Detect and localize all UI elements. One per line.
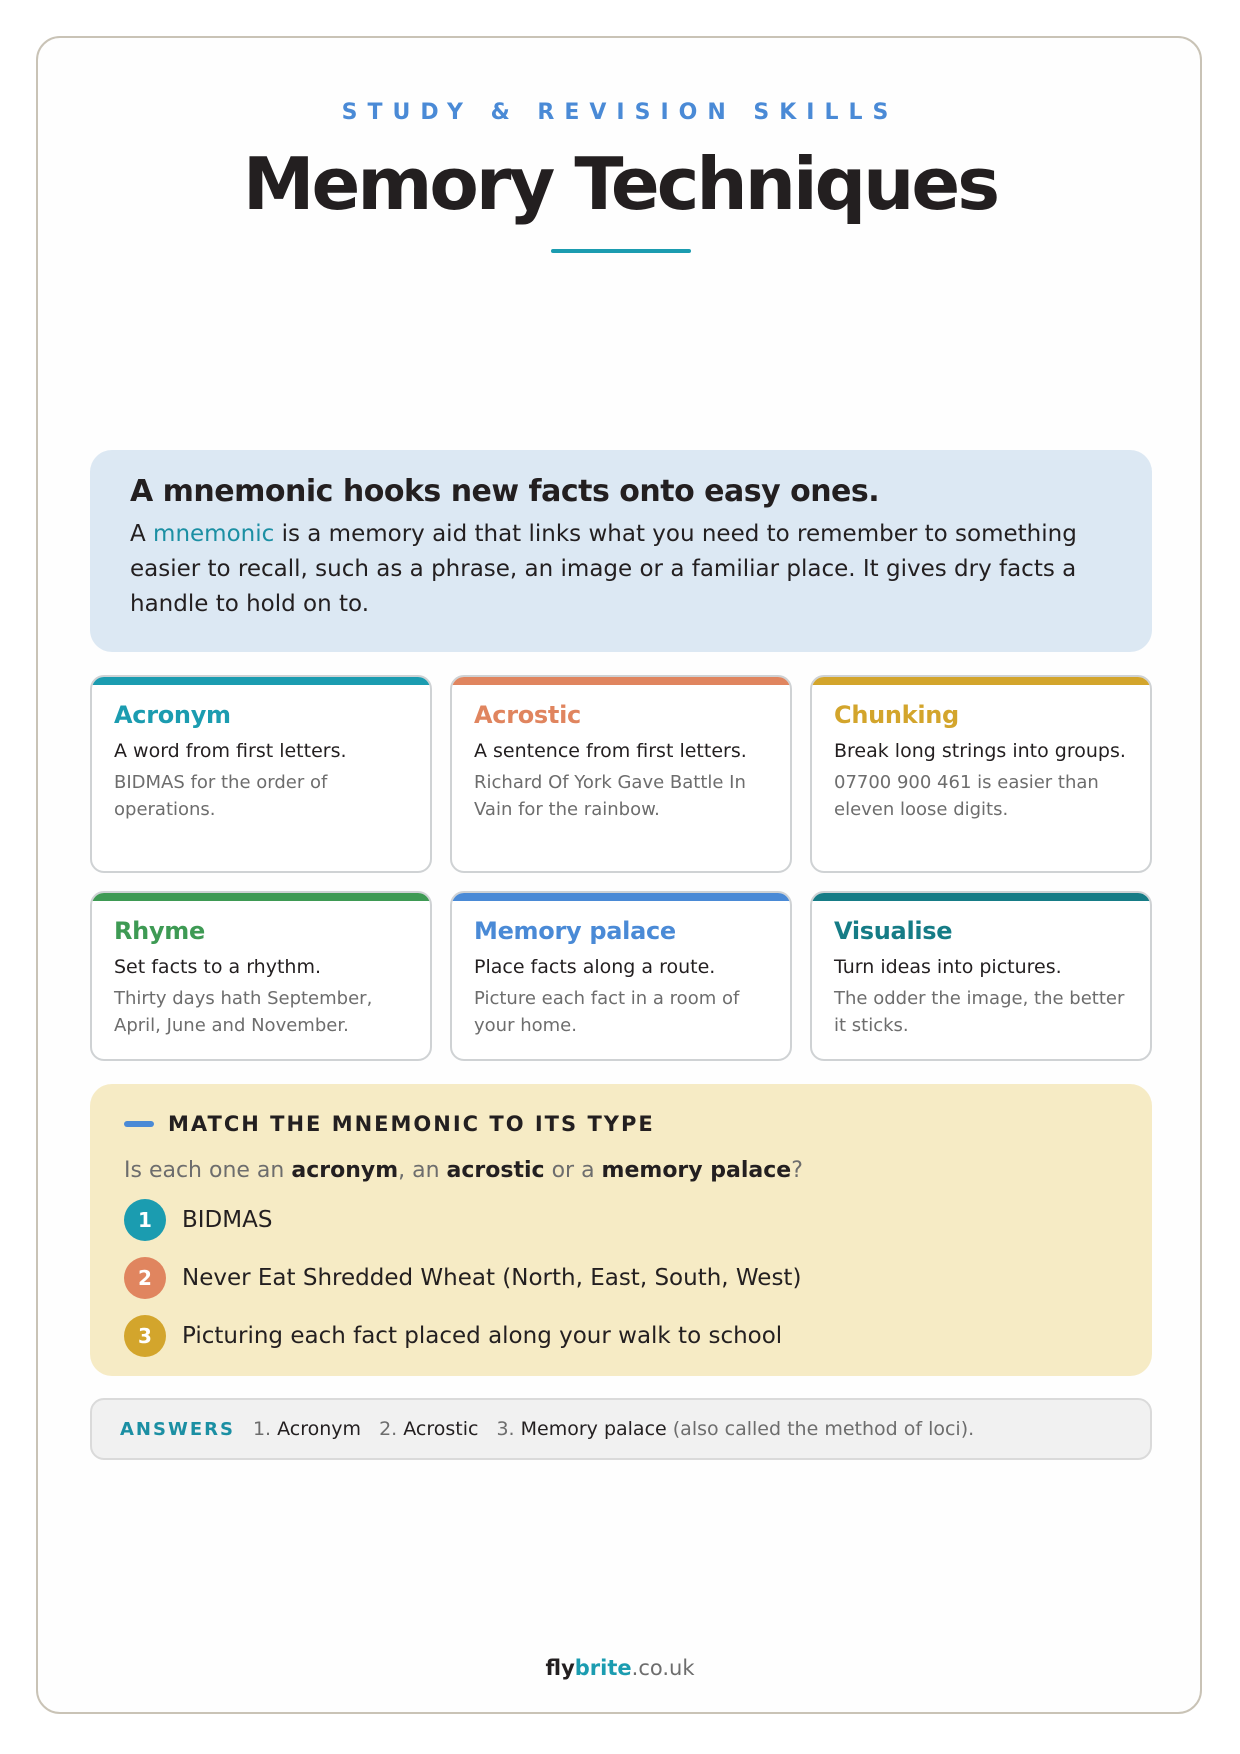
intro-heading: A mnemonic hooks new facts onto easy ones. (130, 474, 880, 509)
technique-grid (90, 675, 1152, 1061)
prompt-term: acronym (291, 1158, 399, 1183)
answer-text: Memory palace (520, 1418, 667, 1440)
quiz-heading-text: MATCH THE MNEMONIC TO ITS TYPE (168, 1112, 655, 1136)
quiz-item (124, 1199, 1118, 1241)
intro-body (130, 517, 1112, 622)
answer-text: Acronym (277, 1418, 362, 1440)
technique-card-chunking (810, 675, 1152, 873)
prompt-text: or a (544, 1158, 602, 1183)
answer-number: 2. (379, 1418, 398, 1440)
prompt-text: ? (791, 1158, 803, 1183)
card-example: Thirty days hath September, April, June and November. (114, 988, 373, 1036)
quiz-panel (90, 1084, 1152, 1376)
intro-keyword: mnemonic (153, 521, 275, 547)
card-example: Picture each fact in a room of your home. (474, 988, 740, 1036)
answer-item (379, 1418, 478, 1440)
card-summary: Turn ideas into pictures. (834, 956, 1062, 978)
card-accent-bar (92, 893, 430, 901)
footer-brand (0, 1656, 1240, 1680)
intro-body-text: is a memory aid that links what you need to remember to something easier to recall, such as a phrase, an image or a familiar place. It gives dry facts a handle to hold on to. (130, 521, 1077, 617)
prompt-text: , an (398, 1158, 447, 1183)
card-title: Memory palace (474, 917, 676, 945)
card-accent-bar (812, 893, 1150, 901)
answers-label: ANSWERS (120, 1418, 235, 1440)
quiz-item-text: Picturing each fact placed along your walk to school (182, 1323, 783, 1349)
card-title: Visualise (834, 917, 953, 945)
card-summary: A word from first letters. (114, 740, 347, 762)
card-accent-bar (812, 677, 1150, 685)
card-accent-bar (452, 677, 790, 685)
card-title: Acrostic (474, 701, 581, 729)
card-summary: Break long strings into groups. (834, 740, 1126, 762)
card-example: BIDMAS for the order of operations. (114, 772, 328, 820)
card-title: Chunking (834, 701, 959, 729)
brand-part-fly: fly (545, 1656, 575, 1680)
technique-card-acronym (90, 675, 432, 873)
answers-bar (90, 1398, 1152, 1460)
quiz-item (124, 1315, 1118, 1357)
card-summary: A sentence from first letters. (474, 740, 747, 762)
title-underline (551, 249, 691, 253)
intro-panel (90, 450, 1152, 652)
brand-part-brite: brite (574, 1656, 632, 1680)
quiz-item (124, 1257, 1118, 1299)
card-summary: Place facts along a route. (474, 956, 716, 978)
dash-icon (124, 1121, 154, 1127)
card-title: Rhyme (114, 917, 205, 945)
technique-card-memory-palace (450, 891, 792, 1061)
answer-text: Acrostic (403, 1418, 479, 1440)
card-summary: Set facts to a rhythm. (114, 956, 322, 978)
answer-number: 3. (496, 1418, 515, 1440)
quiz-item-text: Never Eat Shredded Wheat (North, East, South, West) (182, 1265, 802, 1291)
quiz-prompt (124, 1158, 1118, 1183)
technique-card-rhyme (90, 891, 432, 1061)
answer-item (496, 1418, 974, 1440)
card-title: Acronym (114, 701, 231, 729)
technique-card-visualise (810, 891, 1152, 1061)
number-badge: 2 (124, 1257, 166, 1299)
prompt-term: acrostic (446, 1158, 545, 1183)
quiz-item-text: BIDMAS (182, 1207, 273, 1233)
quiz-heading (124, 1112, 1118, 1136)
card-accent-bar (452, 893, 790, 901)
prompt-text: Is each one an (124, 1158, 292, 1183)
brand-domain: .co.uk (631, 1656, 695, 1680)
intro-body-text: A (130, 521, 154, 547)
number-badge: 1 (124, 1199, 166, 1241)
number-badge: 3 (124, 1315, 166, 1357)
card-example: Richard Of York Gave Battle In Vain for the rainbow. (474, 772, 746, 820)
prompt-term: memory palace (601, 1158, 792, 1183)
answer-number: 1. (252, 1418, 272, 1440)
technique-card-acrostic (450, 675, 792, 873)
page-title: Memory Techniques (242, 142, 998, 226)
answer-note: (also called the method of loci). (666, 1418, 975, 1440)
card-example: 07700 900 461 is easier than eleven loose digits. (834, 772, 1099, 820)
card-example: The odder the image, the better it sticks. (834, 988, 1125, 1036)
answer-item (253, 1418, 361, 1440)
page-kicker: STUDY & REVISION SKILLS (341, 100, 899, 125)
card-accent-bar (92, 677, 430, 685)
